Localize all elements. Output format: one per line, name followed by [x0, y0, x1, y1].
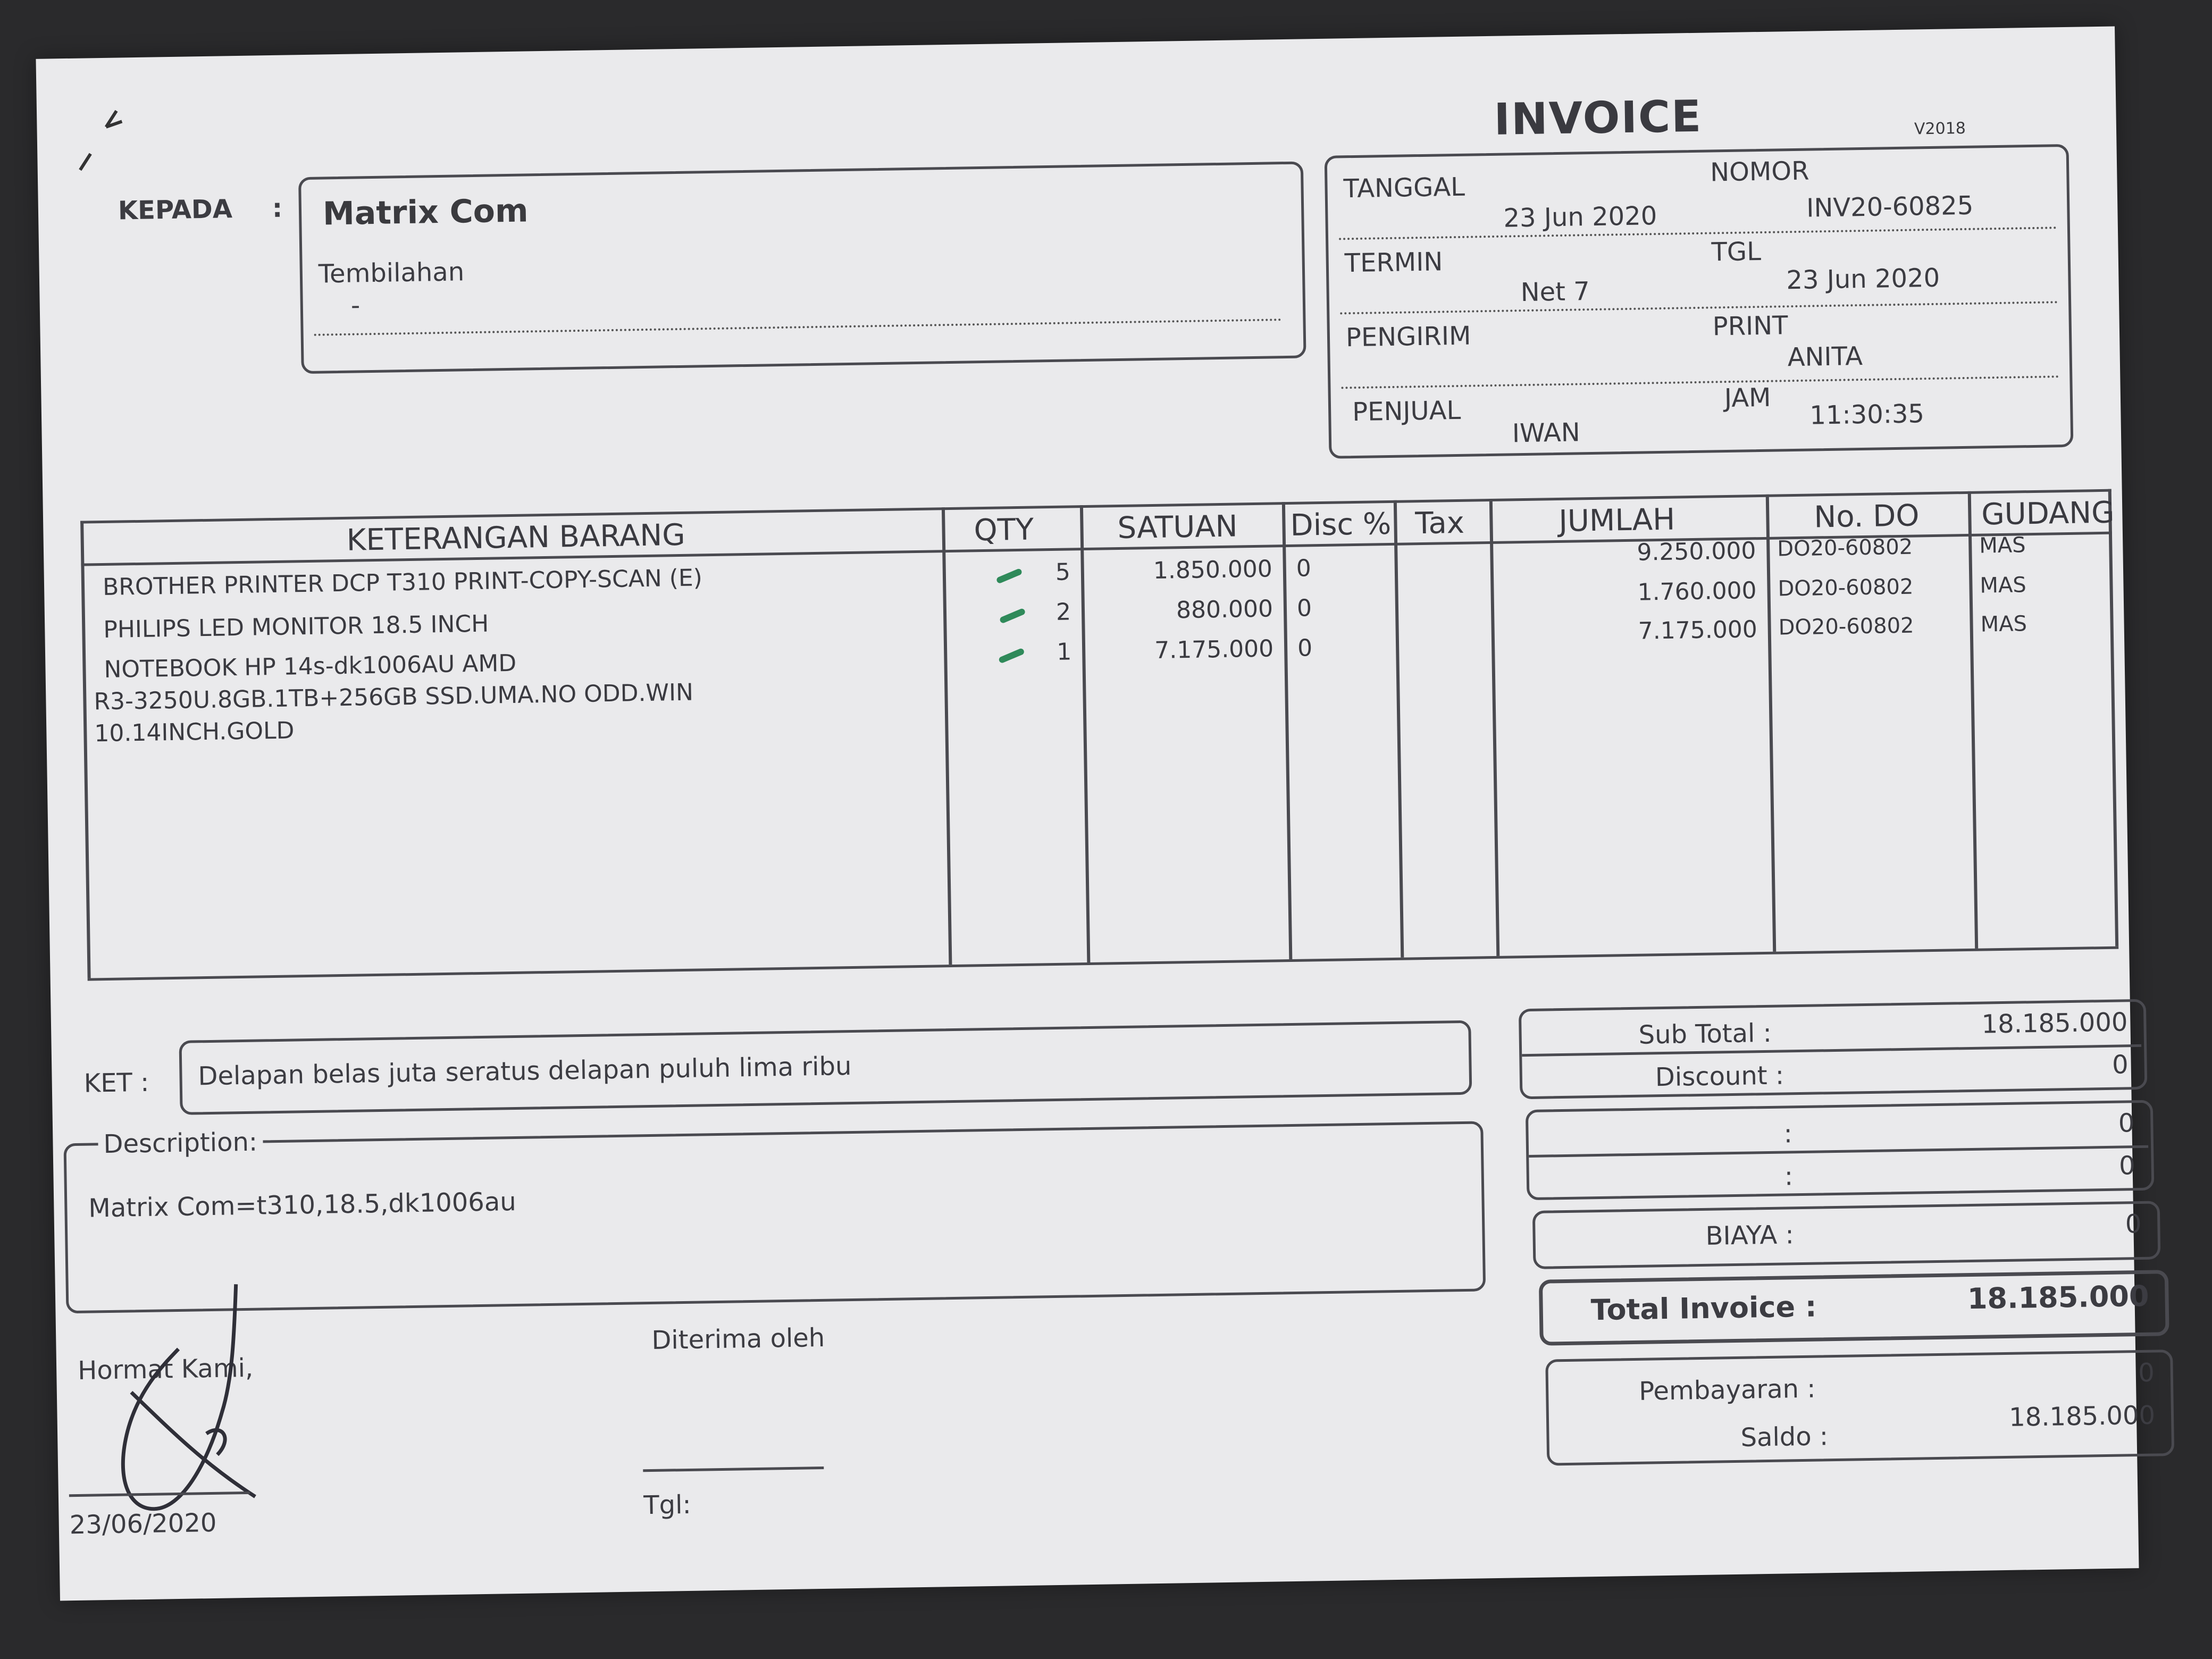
tgl-value: 23 Jun 2020 [1786, 263, 1940, 296]
extra-2-value: 0 [2118, 1151, 2136, 1181]
termin-value: Net 7 [1520, 276, 1590, 308]
check-mark-icon [999, 608, 1026, 624]
table-col-line-4 [1394, 500, 1404, 958]
row-1-desc: BROTHER PRINTER DCP T310 PRINT-COPY-SCAN (E) [102, 564, 703, 601]
biaya-label: BIAYA : [1705, 1220, 1795, 1251]
table-top-border [80, 489, 2112, 524]
row-2-satuan: 880.000 [1176, 595, 1273, 624]
tanggal-value: 23 Jun 2020 [1503, 201, 1657, 233]
kepada-colon: : [272, 193, 283, 223]
header-tax: Tax [1415, 505, 1465, 541]
jam-label: JAM [1724, 382, 1771, 414]
biaya-box [1532, 1201, 2161, 1269]
pembayaran-value: 0 [2138, 1358, 2155, 1388]
row-1-jumlah: 9.250.000 [1637, 537, 1756, 566]
subtotal-value: 18.185.000 [1981, 1007, 2128, 1040]
customer-box [298, 161, 1306, 374]
total-invoice-label: Total Invoice : [1590, 1289, 1817, 1327]
row-2-gudang: MAS [1980, 573, 2027, 598]
hormat-date: 23/06/2020 [69, 1507, 217, 1540]
header-keterangan: KETERANGAN BARANG [346, 517, 686, 558]
nomor-label: NOMOR [1710, 156, 1809, 188]
items-table [80, 489, 2118, 989]
header-no-do: No. DO [1813, 498, 1920, 535]
extra-charges-box [1526, 1100, 2155, 1201]
row-3-desc-line-3: 10.14INCH.GOLD [94, 717, 295, 748]
customer-city: Tembilahan [318, 257, 465, 289]
table-col-line-0 [80, 521, 91, 978]
extra-1-value: 0 [2118, 1108, 2135, 1138]
table-col-line-8 [2108, 489, 2119, 946]
header-disc: Disc % [1290, 506, 1392, 543]
row-1-gudang: MAS [1979, 533, 2026, 558]
extra-1-label: : [1783, 1119, 1793, 1149]
jam-value: 11:30:35 [1809, 399, 1925, 431]
row-2-do: DO20-60802 [1778, 574, 1914, 601]
row-2-disc: 0 [1296, 594, 1312, 622]
row-3-jumlah: 7.175.000 [1638, 616, 1758, 645]
meta-box [1325, 144, 2074, 459]
header-qty: QTY [974, 512, 1034, 548]
discount-label: Discount : [1655, 1060, 1784, 1093]
table-col-line-3 [1282, 502, 1293, 959]
header-jumlah: JUMLAH [1558, 502, 1675, 539]
row-3-desc-line-2: R3-3250U.8GB.1TB+256GB SSD.UMA.NO ODD.WIN [94, 678, 694, 716]
row-1-satuan: 1.850.000 [1153, 555, 1273, 584]
total-invoice-box [1539, 1270, 2169, 1346]
row-3-gudang: MAS [1980, 611, 2027, 637]
pengirim-label: PENGIRIM [1345, 321, 1471, 353]
customer-divider [314, 319, 1282, 336]
ket-box [179, 1020, 1472, 1115]
table-col-line-2 [1080, 505, 1091, 962]
row-1-qty: 5 [1055, 558, 1071, 586]
termin-label: TERMIN [1344, 247, 1443, 279]
tgl-label: TGL [1711, 236, 1762, 267]
row-1-do: DO20-60802 [1777, 534, 1913, 562]
row-3-disc: 0 [1297, 634, 1313, 662]
penjual-label: PENJUAL [1352, 395, 1461, 428]
table-col-line-6 [1766, 495, 1777, 952]
customer-name: Matrix Com [322, 192, 529, 233]
row-2-jumlah: 1.760.000 [1637, 577, 1757, 606]
subtotal-label: Sub Total : [1638, 1018, 1772, 1050]
invoice-title: INVOICE [1493, 91, 1703, 145]
total-invoice-value: 18.185.000 [1967, 1279, 2149, 1316]
row-3-qty: 1 [1056, 638, 1072, 666]
meta-divider-2 [1340, 301, 2058, 314]
saldo-label: Saldo : [1740, 1421, 1829, 1453]
header-gudang: GUDANG [1981, 495, 2115, 532]
table-col-line-1 [942, 507, 952, 965]
table-col-line-7 [1968, 491, 1979, 949]
payment-box [1545, 1350, 2174, 1466]
pen-mark-image [69, 105, 133, 181]
print-label: PRINT [1712, 311, 1788, 342]
customer-extra: - [350, 290, 361, 321]
row-3-satuan: 7.175.000 [1154, 635, 1274, 664]
header-satuan: SATUAN [1117, 509, 1238, 546]
subtotal-box [1519, 999, 2148, 1100]
version-label: V2018 [1914, 119, 1966, 139]
row-2-desc: PHILIPS LED MONITOR 18.5 INCH [103, 610, 489, 644]
penjual-value: IWAN [1512, 417, 1581, 449]
invoice-sheet [36, 26, 2156, 1601]
biaya-value: 0 [2125, 1209, 2142, 1239]
ket-label: KET : [83, 1067, 149, 1099]
row-2-qty: 2 [1055, 598, 1071, 626]
check-mark-icon [996, 568, 1023, 584]
tgl-footer-label: Tgl: [643, 1489, 692, 1521]
nomor-value: INV20-60825 [1806, 190, 1974, 223]
row-3-do: DO20-60802 [1778, 613, 1914, 640]
print-value: ANITA [1787, 341, 1863, 373]
diterima-signature-line [643, 1467, 824, 1472]
saldo-value: 18.185.000 [2008, 1400, 2156, 1432]
meta-divider-3 [1341, 375, 2059, 389]
description-label: Description: [98, 1127, 263, 1159]
hormat-kami-label: Hormat Kami, [77, 1353, 254, 1386]
extra-2-label: : [1784, 1161, 1794, 1192]
pembayaran-label: Pembayaran : [1638, 1373, 1816, 1406]
description-value: Matrix Com=t310,18.5,dk1006au [88, 1186, 517, 1224]
row-3-desc-line-1: NOTEBOOK HP 14s-dk1006AU AMD [104, 649, 517, 684]
meta-divider-1 [1339, 227, 2057, 240]
table-bottom-border [88, 946, 2119, 981]
discount-value: 0 [2112, 1050, 2129, 1080]
row-1-disc: 0 [1296, 555, 1312, 582]
check-mark-icon [998, 648, 1025, 664]
table-col-line-5 [1489, 499, 1500, 956]
diterima-oleh-label: Diterima oleh [651, 1322, 825, 1355]
tanggal-label: TANGGAL [1343, 172, 1465, 204]
ket-value: Delapan belas juta seratus delapan puluh lima ribu [198, 1051, 852, 1092]
kepada-label: KEPADA [118, 194, 233, 226]
